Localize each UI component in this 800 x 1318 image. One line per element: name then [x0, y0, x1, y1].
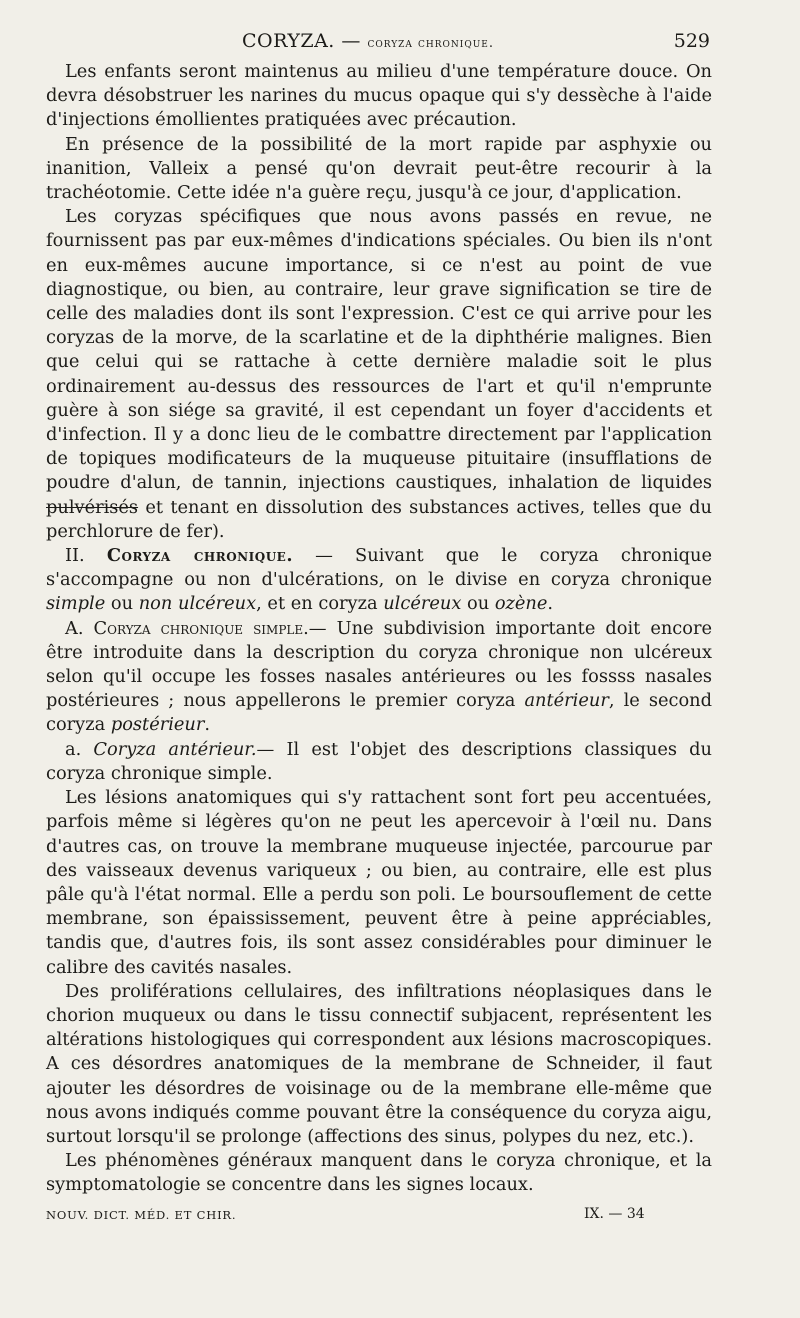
paragraph-2: En présence de la possibilité de la mort rapide par asphyxie ou inanition, Valleix a pensé qu'on devrait peut-être recourir à la trachéotomie. Cette idée n'a guère reçu, jusqu'à ce jour, d'application. — [46, 133, 712, 204]
sub-subsection-text: — Il est l'objet des descriptions classiques du coryza chronique simple. — [46, 738, 712, 784]
struck-word: pulvérisés — [46, 496, 139, 518]
body-text — [46, 60, 712, 1198]
page-number: 529 — [673, 30, 710, 52]
section-heading: Coryza chronique. — [106, 545, 294, 567]
running-title — [242, 30, 494, 52]
section-ii-text-c: , et en coryza — [256, 593, 384, 615]
paragraph-3-text-b: et tenant en dissolution des substances actives, telles que du perchlorure de fer). — [46, 496, 712, 542]
subsection-heading: Coryza chronique simple. — [93, 617, 309, 639]
term-ulcereux: ulcéreux — [383, 593, 462, 615]
section-ii-text-d: ou — [461, 593, 495, 615]
running-title-dash: — — [334, 30, 368, 52]
running-title-main: CORYZA. — [242, 30, 335, 52]
footer-publication: NOUV. DICT. MÉD. ET CHIR. — [46, 1208, 237, 1222]
subsection-a-paragraph — [46, 617, 712, 738]
subsection-a-small-paragraph — [46, 738, 712, 786]
term-non-ulcereux: non ulcéreux — [138, 593, 257, 615]
subsection-a-text-c: . — [204, 714, 211, 736]
section-ii-paragraph — [46, 544, 712, 617]
term-simple: simple — [46, 593, 106, 615]
paragraph-9: Les phénomènes généraux manquent dans le coryza chronique, et la symptomatologie se concentre dans les signes locaux. — [46, 1150, 712, 1196]
sub-subsection-heading: Coryza antérieur. — [93, 738, 257, 760]
section-number: II. — [65, 545, 85, 567]
term-ozene: ozène — [494, 593, 548, 615]
running-header — [46, 30, 710, 56]
subsection-a-text-b: , le second coryza — [46, 690, 713, 736]
term-anterieur: antérieur — [524, 690, 609, 712]
section-ii-text-b: ou — [105, 593, 139, 615]
sub-subsection-label: a. — [65, 738, 94, 760]
paragraph-3-text-a: Les coryzas spécifiques que nous avons passés en revue, ne fournissent pas par eux-mêmes d'indications spéciales. Ou bien ils n'ont en eux-mêmes aucune importance, si ce n'est au point de vue diagnostique, ou bien, au contraire, leur grave signification se tire de celle des maladies dont ils sont l'expression. C'est ce qui arrive pour les coryzas de la morve, de la scarlatine et de la diphthérie malignes. Bien que celui qui se rattache à cette dernière maladie soit le plus ordinairement au-dessus des ressources de l'art et qu'il n'emprunte guère à son siége sa gravité, il est cependant un foyer d'accidents et d'infection. Il y a donc lieu de le combattre directement par l'application de topiques modificateurs de la muqueuse pituitaire (insufflations de poudre d'alun, de tannin, injections caustiques, inhalation de liquides — [46, 206, 712, 494]
paragraph-3 — [46, 205, 712, 544]
paragraph-8: Des proliférations cellulaires, des infiltrations néoplasiques dans le chorion muqueux ou dans le tissu connectif subjacent, représentent les altérations histologiques qui correspondent aux lésions macroscopiques. A ces désordres anatomiques de la membrane de Schneider, il faut ajouter les désordres de voisinage ou de la membrane elle-même que nous avons indiqués comme pouvant être la conséquence du coryza aigu, surtout lorsqu'il se prolonge (affections des sinus, polypes du nez, etc.). — [46, 980, 712, 1147]
running-title-sub: coryza chronique. — [367, 36, 495, 51]
term-posterieur: postérieur — [110, 714, 205, 736]
subsection-a-text-a: — Une subdivision importante doit encore être introduite dans la description du coryza chronique non ulcéreux selon qu'il occupe les fosses nasales antérieures ou les fossss nasales postérieures ; nous appellerons le premier coryza — [46, 617, 712, 712]
section-ii-text-a: — Suivant que le coryza chronique s'accompagne ou non d'ulcérations, on le divise en coryza chronique — [46, 545, 713, 591]
paragraph-1: Les enfants seront maintenus au milieu d'une température douce. On devra désobstruer les narines du mucus opaque qui s'y dessèche à l'aide d'injections émollientes pratiquées avec précaution. — [46, 61, 712, 131]
section-ii-text-e: . — [547, 593, 554, 615]
footer-signature: IX. — 34 — [584, 1206, 645, 1222]
paragraph-7: Les lésions anatomiques qui s'y rattachent sont fort peu accentuées, parfois même si légères qu'on ne peut les apercevoir à l'œil nu. Dans d'autres cas, on trouve la membrane muqueuse injectée, parcourue par des vaisseaux devenus variqueux ; ou bien, au contraire, elle est plus pâle qu'à l'état normal. Elle a perdu son poli. Le boursouflement de cette membrane, son épaississement, peuvent être à peine appréciables, tandis que, d'autres fois, ils sont assez considérables pour diminuer le calibre des cavités nasales. — [46, 787, 712, 978]
subsection-label: A. — [65, 617, 94, 639]
